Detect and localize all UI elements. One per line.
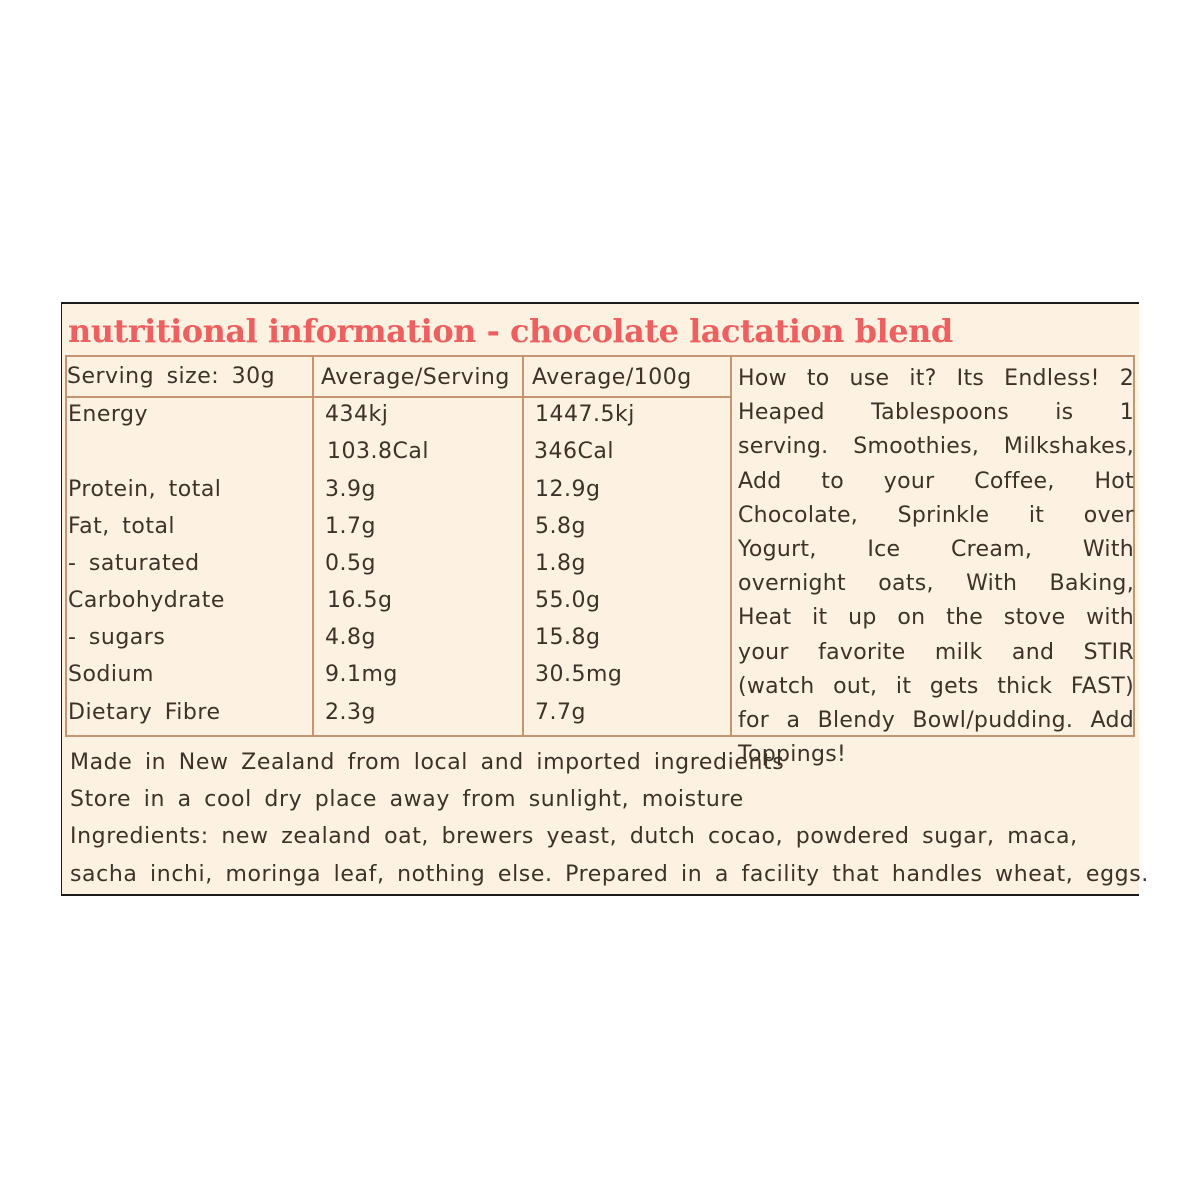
storage-statement: Store in a cool dry place away from sunlight, moisture	[70, 787, 744, 812]
row-label-fat: Fat, total	[68, 514, 176, 539]
energy-kj-per-serving: 434kj	[325, 402, 389, 427]
table-top-border	[65, 355, 1135, 357]
header-average-serving: Average/Serving	[321, 365, 510, 390]
row-label-saturated: - saturated	[68, 551, 200, 576]
origin-statement: Made in New Zealand from local and imported ingredients	[70, 750, 785, 775]
fat-per-serving: 1.7g	[325, 514, 376, 539]
column-divider-3	[730, 355, 732, 737]
row-label-sodium: Sodium	[68, 662, 154, 687]
ingredients-line-2: sacha inchi, moringa leaf, nothing else. Prepared in a facility that handles wheat, eggs.	[70, 862, 1149, 887]
header-average-100g: Average/100g	[532, 365, 692, 390]
energy-kj-per-100g: 1447.5kj	[535, 402, 635, 427]
energy-cal-per-100g: 346Cal	[534, 439, 614, 464]
row-label-energy: Energy	[68, 402, 149, 427]
table-left-border	[65, 355, 67, 737]
row-label-sugars: - sugars	[68, 625, 166, 650]
protein-per-serving: 3.9g	[325, 477, 376, 502]
protein-per-100g: 12.9g	[535, 477, 601, 502]
column-divider-2	[522, 355, 524, 737]
column-divider-1	[312, 355, 314, 737]
carbohydrate-per-serving: 16.5g	[327, 588, 393, 613]
sugars-per-serving: 4.8g	[325, 625, 376, 650]
energy-cal-per-serving: 103.8Cal	[327, 439, 429, 464]
sodium-per-serving: 9.1mg	[325, 662, 398, 687]
fat-per-100g: 5.8g	[535, 514, 586, 539]
header-serving-size: Serving size: 30g	[67, 364, 276, 389]
label-title: nutritional information - chocolate lactation blend	[68, 312, 953, 350]
sugars-per-100g: 15.8g	[535, 625, 601, 650]
ingredients-line-1: Ingredients: new zealand oat, brewers yeast, dutch cocao, powdered sugar, maca,	[70, 824, 1078, 849]
header-row-divider	[65, 396, 731, 398]
row-label-dietary-fibre: Dietary Fibre	[68, 700, 221, 725]
dietary-fibre-per-serving: 2.3g	[325, 700, 376, 725]
row-label-protein: Protein, total	[68, 477, 222, 502]
carbohydrate-per-100g: 55.0g	[535, 588, 601, 613]
nutrition-label-panel	[61, 302, 1149, 896]
dietary-fibre-per-100g: 7.7g	[535, 700, 586, 725]
usage-instructions: How to use it? Its Endless! 2 Heaped Tablespoons is 1 serving. Smoothies, Milkshakes, Add to your Coffee, Hot Chocolate, Sprinkle it over Yogurt, Ice Cream, With overnight oats, With Baking, Heat it up on the stove with your favorite milk and STIR (watch out, it gets thick FAST) for a Blendy Bowl/pudding. Add Toppings!	[738, 366, 1134, 768]
saturated-per-serving: 0.5g	[325, 551, 376, 576]
saturated-per-100g: 1.8g	[535, 551, 586, 576]
sodium-per-100g: 30.5mg	[535, 662, 623, 687]
row-label-carbohydrate: Carbohydrate	[68, 588, 225, 613]
